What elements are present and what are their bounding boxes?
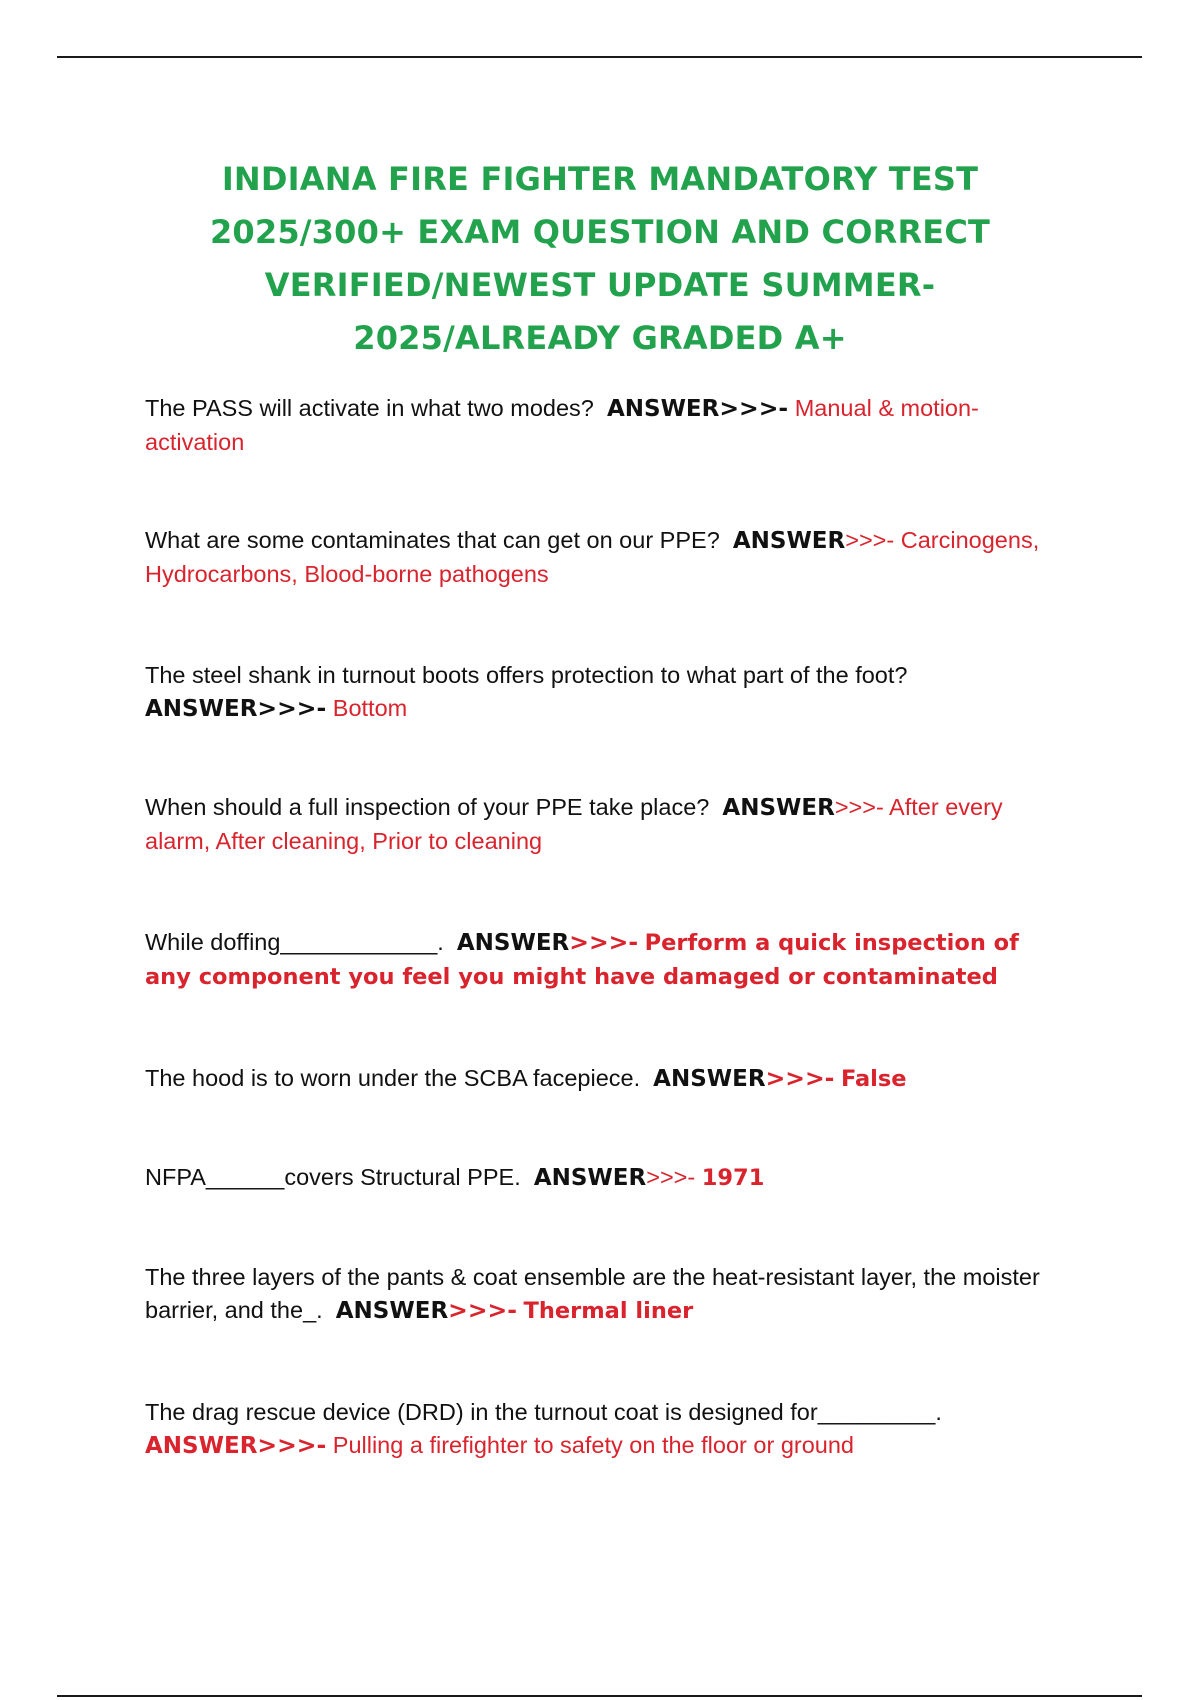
title-line: INDIANA FIRE FIGHTER MANDATORY TEST [221, 160, 979, 198]
answer-arrows: >>>- [569, 928, 639, 956]
answer-label: ANSWER [653, 1066, 766, 1092]
qa-item [145, 1062, 1065, 1096]
qa-item [145, 1396, 1065, 1463]
question-text: The steel shank in turnout boots offers protection to what part of the foot? [145, 662, 908, 688]
answer-arrows: >>>- [845, 527, 895, 553]
answer-arrows: >>>- [834, 794, 884, 820]
answer-label: ANSWER [456, 930, 570, 956]
question-text: While doffing____________. [145, 929, 444, 955]
title-line: VERIFIED/NEWEST UPDATE SUMMER- [264, 266, 936, 304]
question-text: NFPA______covers Structural PPE. [145, 1164, 521, 1190]
question-text: When should a full inspection of your PPE take place? [145, 794, 710, 820]
answer-label: ANSWER [732, 528, 846, 554]
answer-arrows: >>>- [257, 694, 327, 722]
answer-text: Bottom [332, 695, 408, 721]
answer-label: ANSWER [145, 1433, 258, 1459]
qa-item [145, 926, 1065, 994]
title-line: 2025/ALREADY GRADED A+ [353, 319, 847, 357]
qa-item [145, 392, 1065, 459]
document-title [150, 153, 1050, 365]
qa-item [145, 1161, 1065, 1195]
answer-label: ANSWER [722, 795, 835, 821]
answer-text: Thermal liner [523, 1298, 694, 1324]
top-rule [57, 56, 1142, 58]
answer-text: Carcinogens, Hydrocarbons, Blood-borne pathogens [145, 527, 1040, 587]
qa-item [145, 1261, 1065, 1328]
answer-label: ANSWER [606, 396, 720, 422]
question-text: The three layers of the pants & coat ensemble are the heat-resistant layer, the moister barrier, and the_. [145, 1264, 1040, 1323]
answer-arrows: >>>- [646, 1164, 696, 1190]
question-text: The PASS will activate in what two modes? [145, 395, 594, 421]
answer-arrows: >>>- [765, 1064, 835, 1092]
qa-item [145, 659, 1065, 726]
qa-item [145, 791, 1065, 858]
answer-text: 1971 [701, 1165, 765, 1191]
bottom-rule [57, 1695, 1142, 1697]
question-text: The drag rescue device (DRD) in the turnout coat is designed for_________. [145, 1399, 942, 1425]
answer-arrows: >>>- [719, 394, 789, 422]
question-text: The hood is to worn under the SCBA facepiece. [145, 1065, 641, 1091]
answer-text: Pulling a firefighter to safety on the floor or ground [332, 1432, 854, 1458]
answer-text: Manual & motion-activation [145, 395, 979, 455]
qa-item [145, 524, 1065, 591]
answer-label: ANSWER [145, 696, 258, 722]
answer-label: ANSWER [335, 1298, 449, 1324]
title-line: 2025/300+ EXAM QUESTION AND CORRECT [209, 213, 991, 251]
question-text: What are some contaminates that can get on our PPE? [145, 527, 720, 553]
answer-arrows: >>>- [257, 1431, 327, 1459]
answer-text: Perform a quick inspection of any component you feel you might have damaged or contaminated [145, 930, 1019, 990]
answer-text: After every alarm, After cleaning, Prior to cleaning [145, 794, 1003, 854]
answer-label: ANSWER [533, 1165, 647, 1191]
answer-arrows: >>>- [448, 1296, 517, 1324]
answer-text: False [840, 1066, 907, 1092]
